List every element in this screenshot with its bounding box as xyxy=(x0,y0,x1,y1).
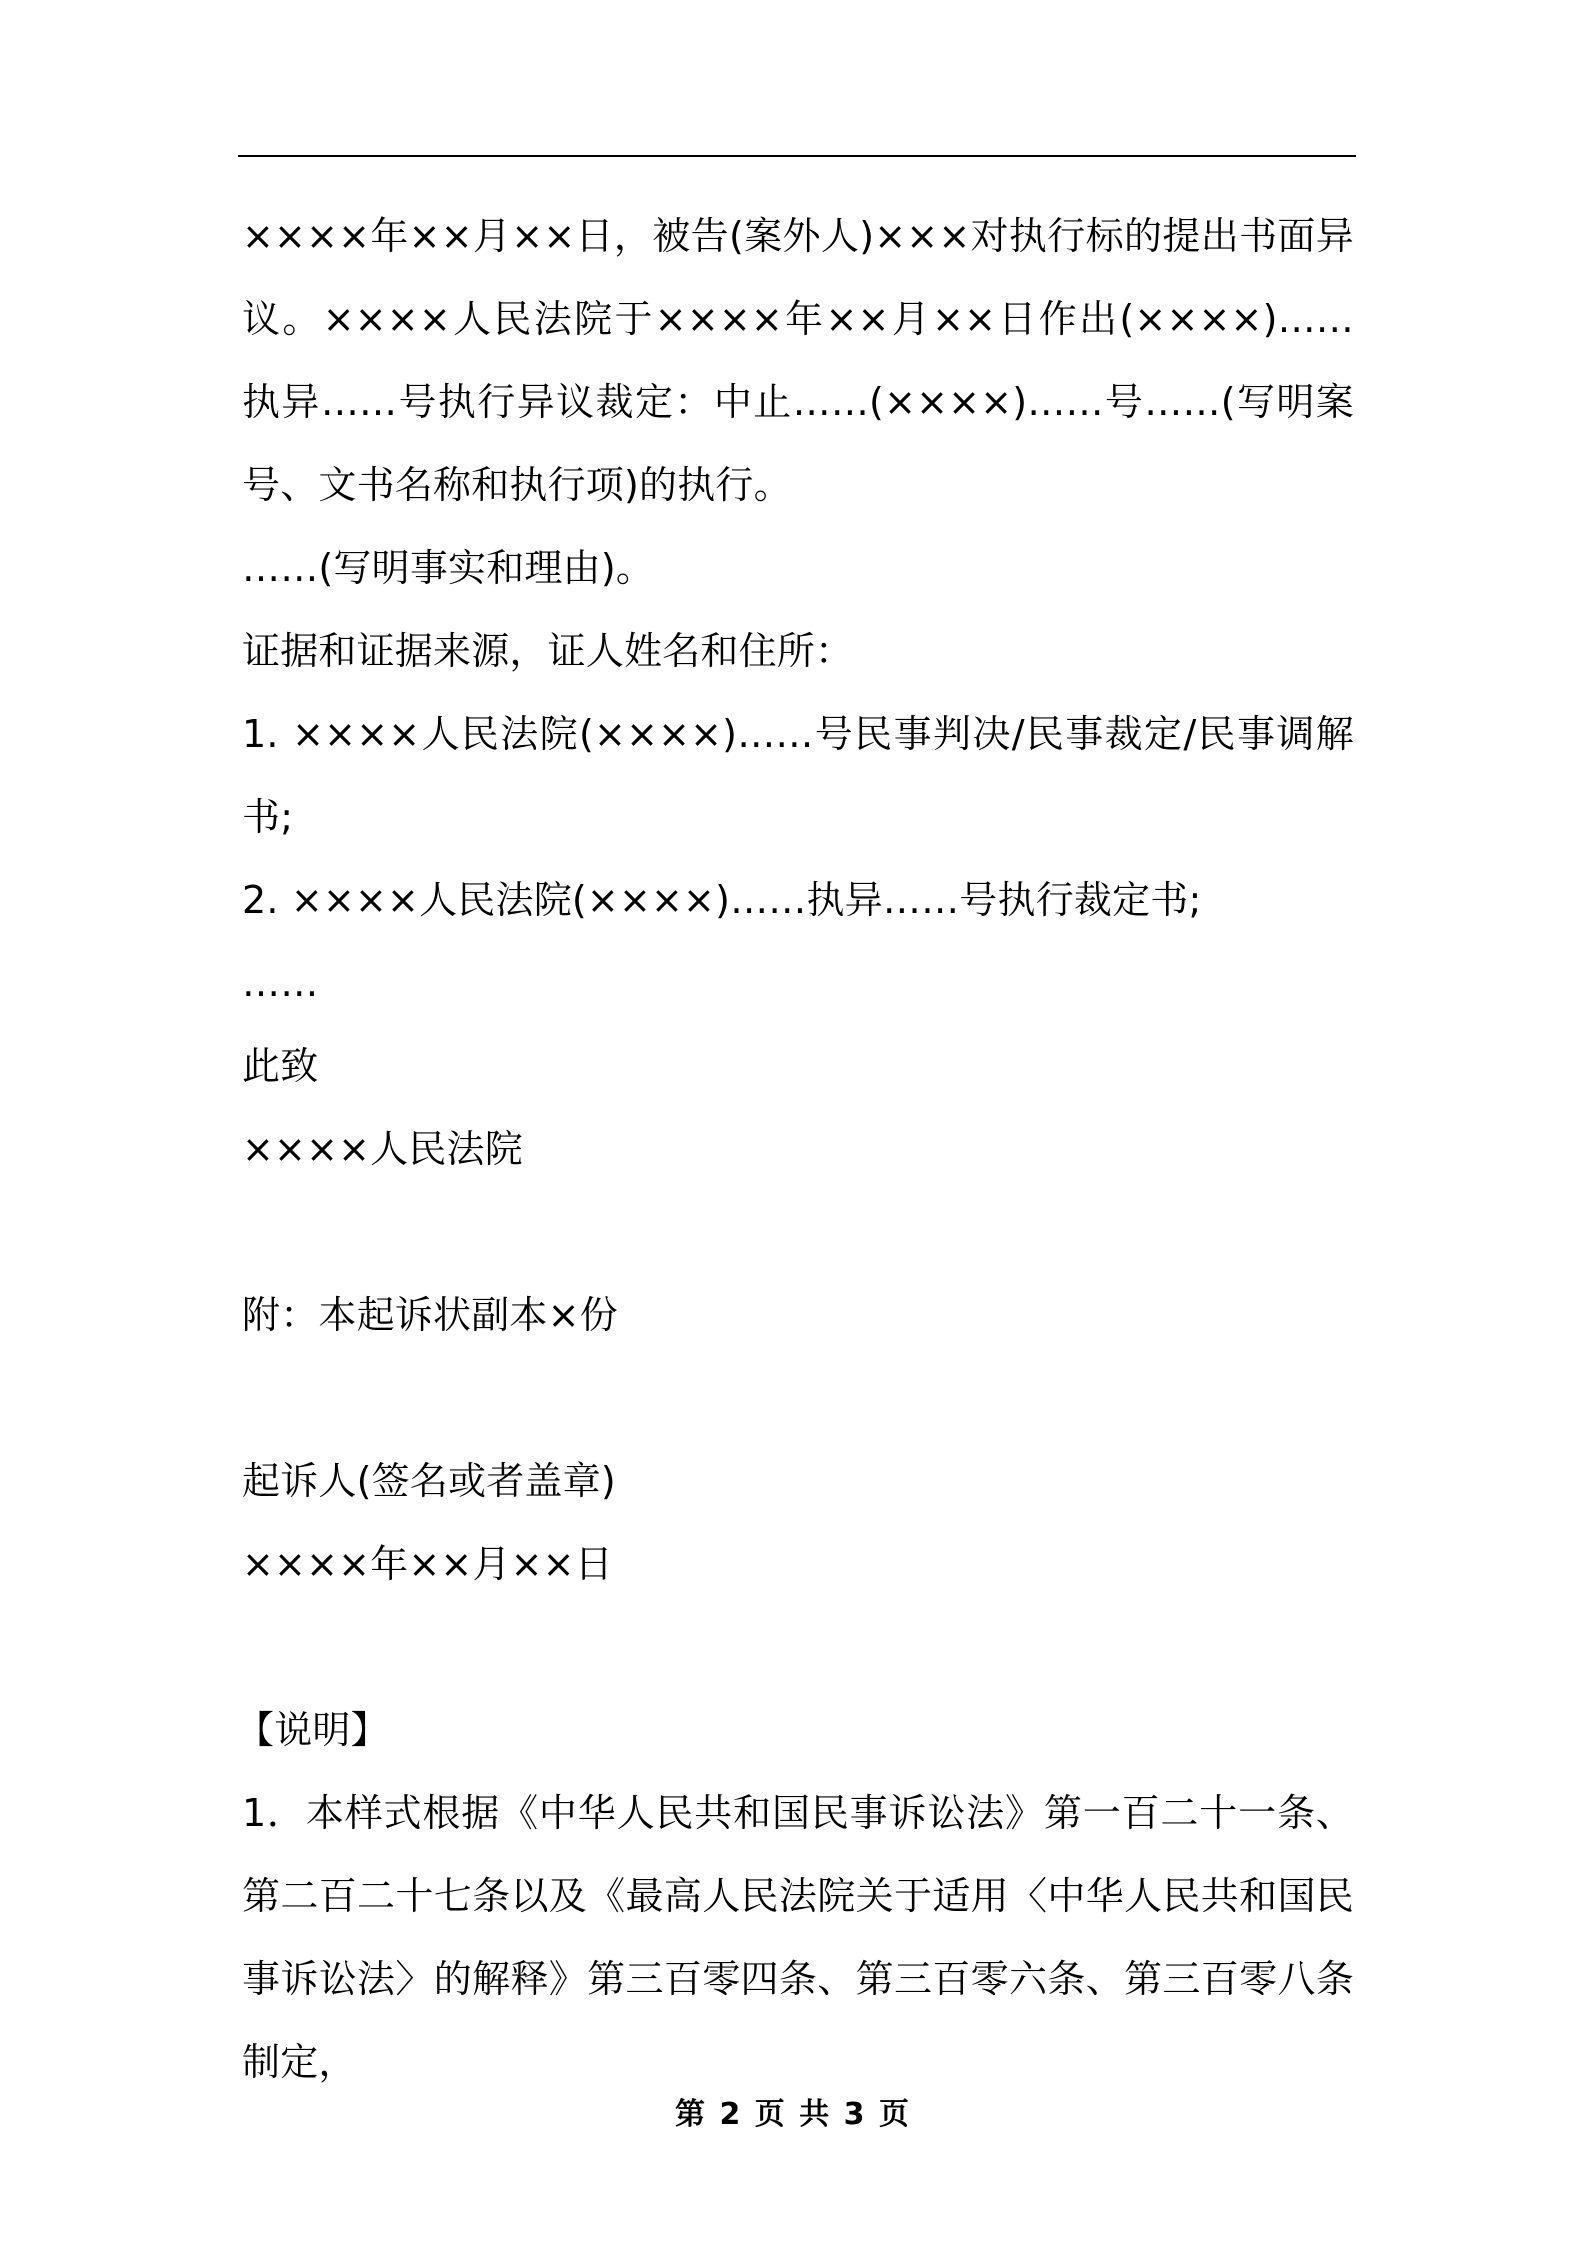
header-rule xyxy=(238,155,1356,157)
evidence-item-2: 2. ××××人民法院(××××)……执异……号执行裁定书; xyxy=(242,878,1202,922)
signature-date: ××××年××月××日 xyxy=(242,1542,613,1586)
paragraph-facts-reasons: ……(写明事实和理由)。 xyxy=(242,546,655,590)
note-item-1: 1．本样式根据《中华人民共和国民事诉讼法》第一百二十一条、第二百二十七条以及《最高人民法院关于适用〈中华人民共和国民事诉讼法〉的解释》第三百零四条、第三百零六条、第三百零八条制定， xyxy=(242,1791,1354,2084)
paragraph-objection-facts: ××××年××月××日，被告(案外人)×××对执行标的提出书面异议。××××人民法院于××××年××月××日作出(××××)……执异……号执行异议裁定：中止……(××××)……号……(写明案号、文书名称和执行项)的执行。 xyxy=(242,214,1354,507)
paragraph-evidence-heading: 证据和证据来源，证人姓名和住所： xyxy=(242,629,854,673)
notes-heading: 【说明】 xyxy=(236,1708,389,1752)
plaintiff-signature: 起诉人(签名或者盖章) xyxy=(242,1459,616,1503)
evidence-item-1: 1. ××××人民法院(××××)……号民事判决/民事裁定/民事调解书; xyxy=(242,712,1354,839)
blank-line xyxy=(242,1606,1354,1689)
document-body xyxy=(236,195,1354,2104)
evidence-ellipsis: …… xyxy=(242,961,319,1005)
blank-line xyxy=(242,1357,1354,1440)
salutation: 此致 xyxy=(242,1044,319,1088)
attachment-note: 附：本起诉状副本×份 xyxy=(242,1293,618,1337)
page-indicator: 第 2 页 共 3 页 xyxy=(675,2097,911,2132)
court-addressee: ××××人民法院 xyxy=(242,1127,523,1171)
blank-line xyxy=(242,1191,1354,1274)
